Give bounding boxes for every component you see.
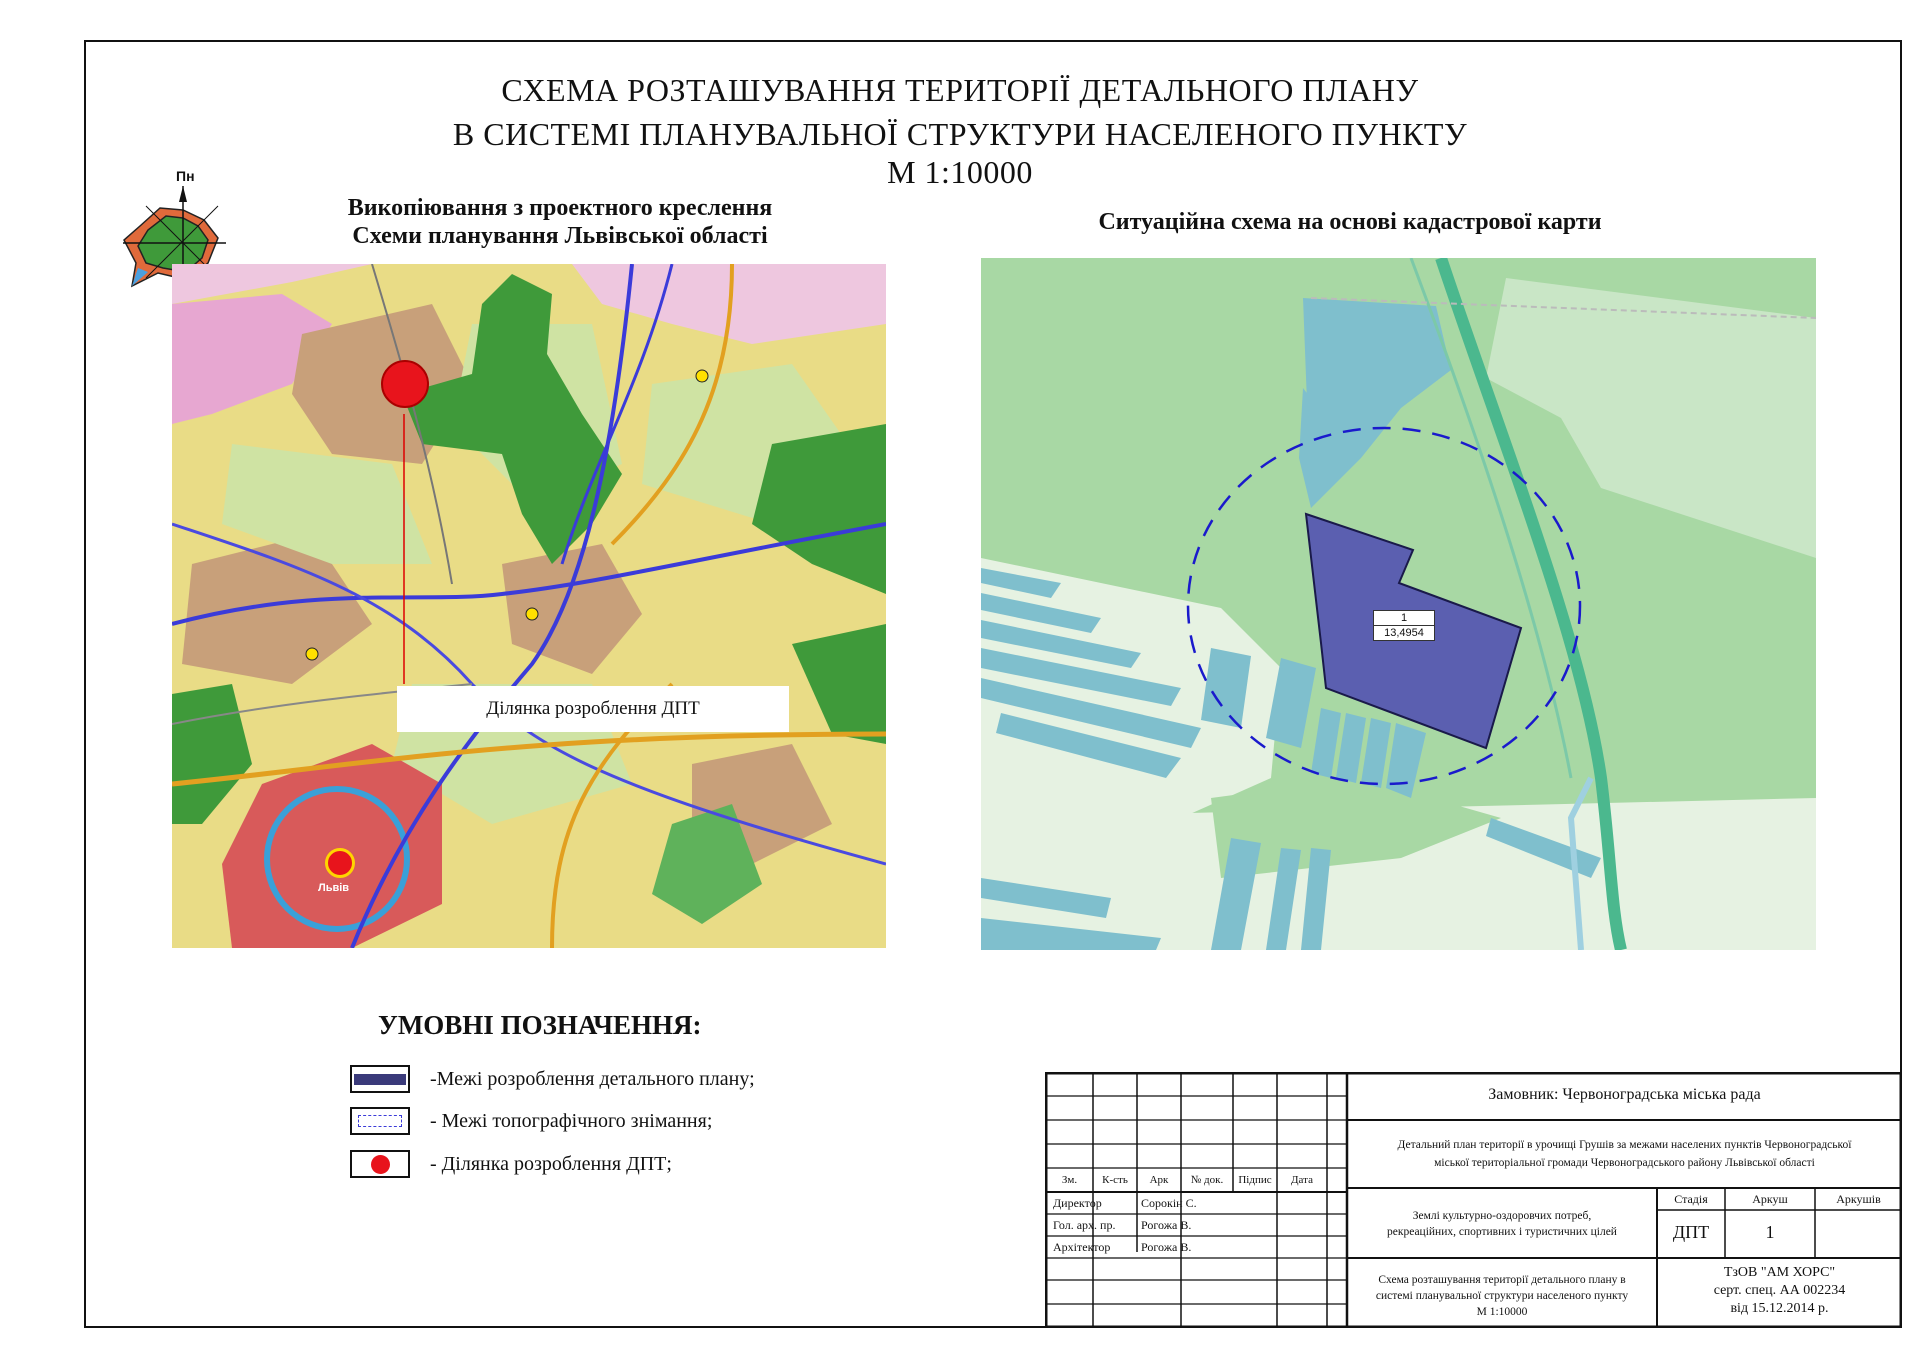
drawing-line-3: М 1:10000 — [1476, 1306, 1528, 1318]
site-label-box — [397, 686, 789, 732]
legend-item-site — [350, 1147, 672, 1181]
col-header-doc: № док. — [1190, 1174, 1224, 1186]
dpt-boundary-line-icon — [350, 1065, 410, 1093]
stamp-purpose — [1347, 1208, 1657, 1240]
staff-name-0: Сорокін С. — [1141, 1196, 1197, 1210]
north-label: Пн — [176, 168, 195, 184]
cadastral-situation-map — [981, 258, 1816, 950]
staff-role-1: Гол. арх. пр. — [1053, 1218, 1116, 1232]
left-map-heading — [290, 194, 830, 250]
drawing-line-2: системі планувальної структури населеного пункту — [1375, 1290, 1629, 1302]
staff-name-2: Рогожа В. — [1141, 1240, 1192, 1254]
col-header-date: Дата — [1291, 1174, 1313, 1186]
stamp-project-line-2: міської територіальної громади Червоноградського району Львівської області — [1434, 1157, 1815, 1169]
col-header-change: Зм. — [1061, 1174, 1078, 1186]
staff-role-2: Архітектор — [1053, 1240, 1111, 1254]
title-line-2: В СИСТЕМІ ПЛАНУВАЛЬНОЇ СТРУКТУРИ НАСЕЛЕНОГО ПУНКТУ — [452, 116, 1468, 152]
site-red-dot-icon — [350, 1150, 410, 1178]
sheet-header: Аркуш — [1752, 1192, 1788, 1206]
left-heading-line-1: Викопіювання з проектного креслення — [347, 195, 773, 221]
title-block — [1045, 1072, 1902, 1328]
stamp-company — [1657, 1264, 1902, 1318]
col-header-signature: Підпис — [1238, 1174, 1272, 1186]
company-line-2: серт. спец. АА 002234 — [1713, 1283, 1846, 1298]
col-header-sheet: Арк — [1149, 1174, 1169, 1186]
stage-value: ДПТ — [1672, 1222, 1710, 1242]
company-line-3: від 15.12.2014 р. — [1730, 1301, 1829, 1316]
sheet-value: 1 — [1765, 1222, 1775, 1242]
legend-label-dpt-boundary: -Межі розроблення детального плану; — [430, 1067, 755, 1090]
title-scale: М 1:10000 — [887, 154, 1033, 190]
sheets-header: Аркушів — [1836, 1192, 1881, 1206]
site-red-dot-icon — [381, 360, 429, 408]
company-line-1: ТзОВ "АМ ХОРС" — [1723, 1265, 1836, 1280]
stamp-purpose-line-1: Землі культурно-оздоровчих потреб, — [1412, 1210, 1592, 1222]
col-header-count: К-сть — [1102, 1174, 1128, 1186]
parcel-label — [1373, 610, 1435, 641]
drawing-line-1: Схема розташування території детального плану в — [1378, 1274, 1626, 1286]
stage-header: Стадія — [1674, 1192, 1708, 1206]
legend-label-survey-boundary: - Межі топографічного знімання; — [430, 1109, 713, 1132]
survey-boundary-dashed-icon — [350, 1107, 410, 1135]
site-label: Ділянка розроблення ДПТ — [486, 698, 700, 719]
city-label: Львів — [318, 882, 350, 894]
city-red-dot-icon — [325, 848, 355, 878]
legend-title: УМОВНІ ПОЗНАЧЕННЯ: — [378, 1010, 702, 1040]
legend-label-site: - Ділянка розроблення ДПТ; — [430, 1152, 672, 1175]
stamp-customer: Замовник: Червоноградська міська рада — [1488, 1086, 1761, 1103]
staff-name-1: Рогожа В. — [1141, 1218, 1192, 1232]
left-heading-line-2: Схеми планування Львівської області — [352, 223, 768, 249]
parcel-number: 1 — [1374, 611, 1434, 626]
stamp-purpose-line-2: рекреаційних, спортивних і туристичних цілей — [1387, 1226, 1617, 1238]
stamp-project — [1347, 1136, 1902, 1172]
legend-item-survey-boundary — [350, 1104, 712, 1138]
stamp-project-line-1: Детальний план території в урочищі Грушів за межами населених пунктів Червоноградської — [1397, 1139, 1852, 1151]
stamp-drawing-name — [1347, 1272, 1657, 1320]
title-line-1: СХЕМА РОЗТАШУВАННЯ ТЕРИТОРІЇ ДЕТАЛЬНОГО ПЛАНУ — [501, 72, 1419, 108]
staff-role-0: Директор — [1053, 1196, 1102, 1210]
legend-item-dpt-boundary — [350, 1062, 755, 1096]
parcel-area: 13,4954 — [1384, 627, 1424, 639]
right-map-heading: Ситуаційна схема на основі кадастрової карти — [1098, 209, 1602, 235]
regional-plan-map — [172, 264, 886, 948]
